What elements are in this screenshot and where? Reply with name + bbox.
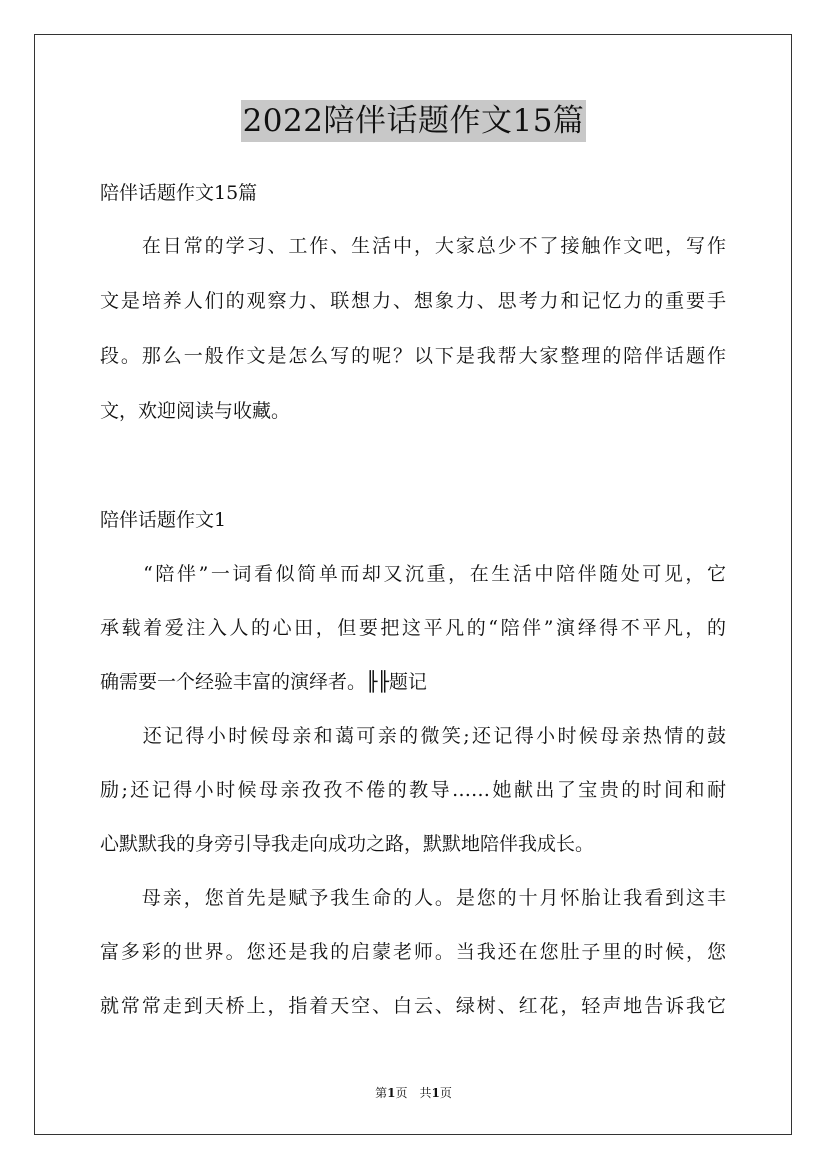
document-title: 2022陪伴话题作文15篇 (241, 100, 587, 142)
paragraph-line: 母亲，您首先是赋予我生命的人。是您的十月怀胎让我看到这丰 (100, 887, 726, 909)
paragraph-line: 承载着爱注入人的心田，但要把这平凡的“陪伴”演绎得不平凡，的 (100, 617, 726, 639)
section-heading: 陪伴话题作文1 (100, 509, 227, 531)
paragraph-line: 段。那么一般作文是怎么写的呢？以下是我帮大家整理的陪伴话题作 (100, 345, 726, 367)
paragraph-line: 在日常的学习、工作、生活中，大家总少不了接触作文吧，写作 (100, 235, 726, 257)
paragraph-line: 确需要一个经验丰富的演绎者。╟╟题记 (100, 671, 427, 693)
footer-suffix: 页 (439, 1086, 452, 1100)
paragraph-line: 心默默我的身旁引导我走向成功之路，默默地陪伴我成长。 (100, 833, 595, 855)
paragraph-line: 还记得小时候母亲和蔼可亲的微笑;还记得小时候母亲热情的鼓 (100, 725, 726, 747)
footer-prefix: 第 (375, 1086, 388, 1100)
paragraph-line: “陪伴”一词看似简单而却又沉重，在生活中陪伴随处可见，它 (100, 563, 726, 585)
paragraph-line: 励;还记得小时候母亲孜孜不倦的教导……她献出了宝贵的时间和耐 (100, 779, 726, 801)
paragraph-line: 富多彩的世界。您还是我的启蒙老师。当我还在您肚子里的时候，您 (100, 941, 726, 963)
footer-total-pages: 1 (431, 1086, 440, 1100)
paragraph-line: 文，欢迎阅读与收藏。 (100, 400, 291, 422)
page-footer (0, 1085, 827, 1101)
footer-page-number: 1 (387, 1086, 396, 1100)
paragraph-line: 文是培养人们的观察力、联想力、想象力、思考力和记忆力的重要手 (100, 290, 726, 312)
footer-mid: 页 共 (395, 1086, 432, 1100)
paragraph-line: 就常常走到天桥上，指着天空、白云、绿树、红花，轻声地告诉我它 (100, 995, 726, 1017)
subtitle-line: 陪伴话题作文15篇 (100, 182, 258, 204)
title-wrap (0, 100, 827, 142)
